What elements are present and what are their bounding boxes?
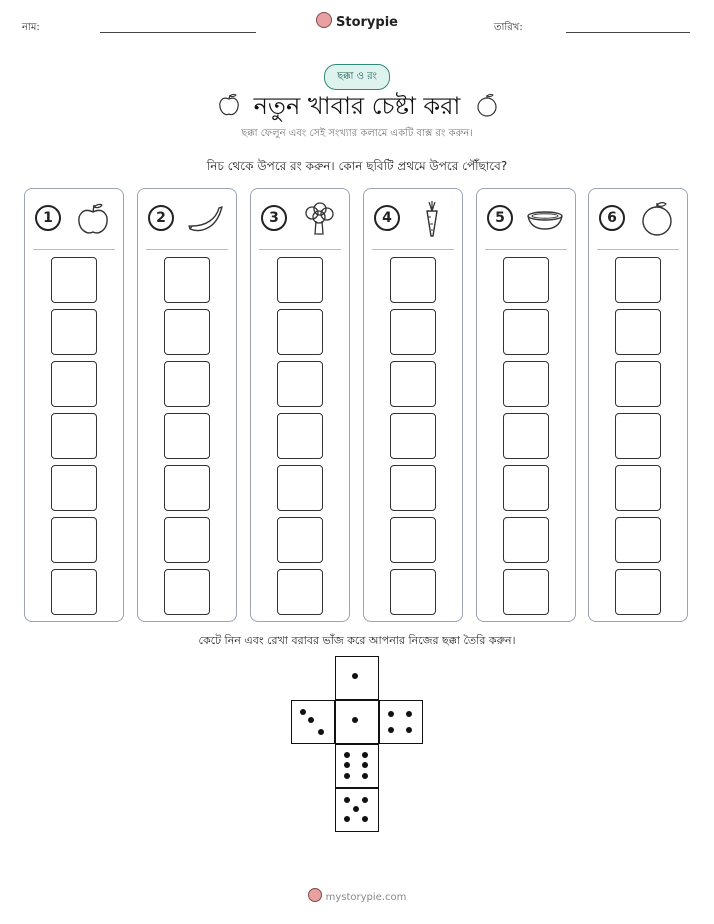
color-box[interactable] (277, 361, 323, 407)
color-box[interactable] (390, 413, 436, 459)
orange-icon (637, 199, 677, 239)
dice-face-6 (335, 744, 379, 788)
column-5 (476, 188, 576, 622)
color-box[interactable] (503, 517, 549, 563)
column-divider (33, 249, 115, 250)
bear-icon (308, 888, 322, 902)
column-2 (137, 188, 237, 622)
color-box[interactable] (390, 257, 436, 303)
date-label: তারিখ: (494, 22, 523, 33)
name-line[interactable] (100, 32, 256, 33)
color-box[interactable] (277, 569, 323, 615)
bowl-icon (525, 199, 565, 239)
dice-face-5 (335, 788, 379, 832)
color-box[interactable] (503, 309, 549, 355)
subtitle: ছক্কা ফেলুন এবং সেই সংখ্যার কলামে একটি বাক্স রং করুন। (241, 128, 473, 139)
color-box[interactable] (164, 517, 210, 563)
color-box[interactable] (503, 257, 549, 303)
color-box[interactable] (164, 465, 210, 511)
color-box[interactable] (51, 517, 97, 563)
color-box[interactable] (51, 361, 97, 407)
column-3 (250, 188, 350, 622)
color-box[interactable] (615, 257, 661, 303)
color-box[interactable] (51, 257, 97, 303)
column-number: 5 (487, 205, 513, 231)
instruction: নিচ থেকে উপরে রং করুন। কোন ছবিটি প্রথমে উপরে পৌঁছাবে? (206, 159, 508, 173)
color-box[interactable] (615, 361, 661, 407)
column-number: 2 (148, 205, 174, 231)
color-box[interactable] (164, 413, 210, 459)
color-box[interactable] (164, 569, 210, 615)
color-box[interactable] (390, 517, 436, 563)
dice-face-1 (335, 656, 379, 700)
page-title: নতুন খাবার চেষ্টা করা (253, 92, 461, 120)
column-number: 4 (374, 205, 400, 231)
color-box[interactable] (503, 569, 549, 615)
color-box[interactable] (277, 517, 323, 563)
color-box[interactable] (390, 361, 436, 407)
column-number: 1 (35, 205, 61, 231)
apple-icon (73, 199, 113, 239)
color-box[interactable] (615, 569, 661, 615)
color-box[interactable] (164, 361, 210, 407)
color-box[interactable] (51, 309, 97, 355)
color-box[interactable] (503, 413, 549, 459)
color-box[interactable] (164, 257, 210, 303)
column-divider (597, 249, 679, 250)
color-box[interactable] (503, 361, 549, 407)
brand-text: Storypie (336, 15, 398, 30)
color-box[interactable] (51, 465, 97, 511)
cut-instruction: কেটে নিন এবং রেখা বরাবর ভাঁজ করে আপনার নিজের ছক্কা তৈরি করুন। (198, 634, 516, 647)
color-box[interactable] (615, 517, 661, 563)
footer (0, 888, 714, 903)
column-divider (146, 249, 228, 250)
color-box[interactable] (277, 309, 323, 355)
column-number: 3 (261, 205, 287, 231)
footer-url[interactable]: mystorypie.com (325, 892, 407, 903)
date-line[interactable] (566, 32, 690, 33)
column-number: 6 (599, 205, 625, 231)
color-box[interactable] (277, 257, 323, 303)
column-6 (588, 188, 688, 622)
color-box[interactable] (277, 465, 323, 511)
dice-face-4 (379, 700, 423, 744)
column-1 (24, 188, 124, 622)
color-box[interactable] (277, 413, 323, 459)
column-divider (259, 249, 341, 250)
color-box[interactable] (390, 465, 436, 511)
color-box[interactable] (390, 309, 436, 355)
color-box[interactable] (503, 465, 549, 511)
brand-logo (0, 12, 714, 30)
column-divider (485, 249, 567, 250)
broccoli-icon (299, 199, 339, 239)
color-box[interactable] (615, 413, 661, 459)
dice-face-1-center (335, 700, 379, 744)
name-label: নাম: (22, 22, 40, 33)
banana-icon (186, 199, 226, 239)
color-box[interactable] (390, 569, 436, 615)
color-box[interactable] (615, 309, 661, 355)
category-badge: ছক্কা ও রং (324, 64, 390, 90)
color-box[interactable] (51, 569, 97, 615)
column-4 (363, 188, 463, 622)
color-box[interactable] (615, 465, 661, 511)
dice-face-3 (291, 700, 335, 744)
column-divider (372, 249, 454, 250)
carrot-icon (412, 199, 452, 239)
color-box[interactable] (164, 309, 210, 355)
orange-outline-icon (474, 92, 500, 118)
color-box[interactable] (51, 413, 97, 459)
bear-icon (316, 12, 332, 28)
